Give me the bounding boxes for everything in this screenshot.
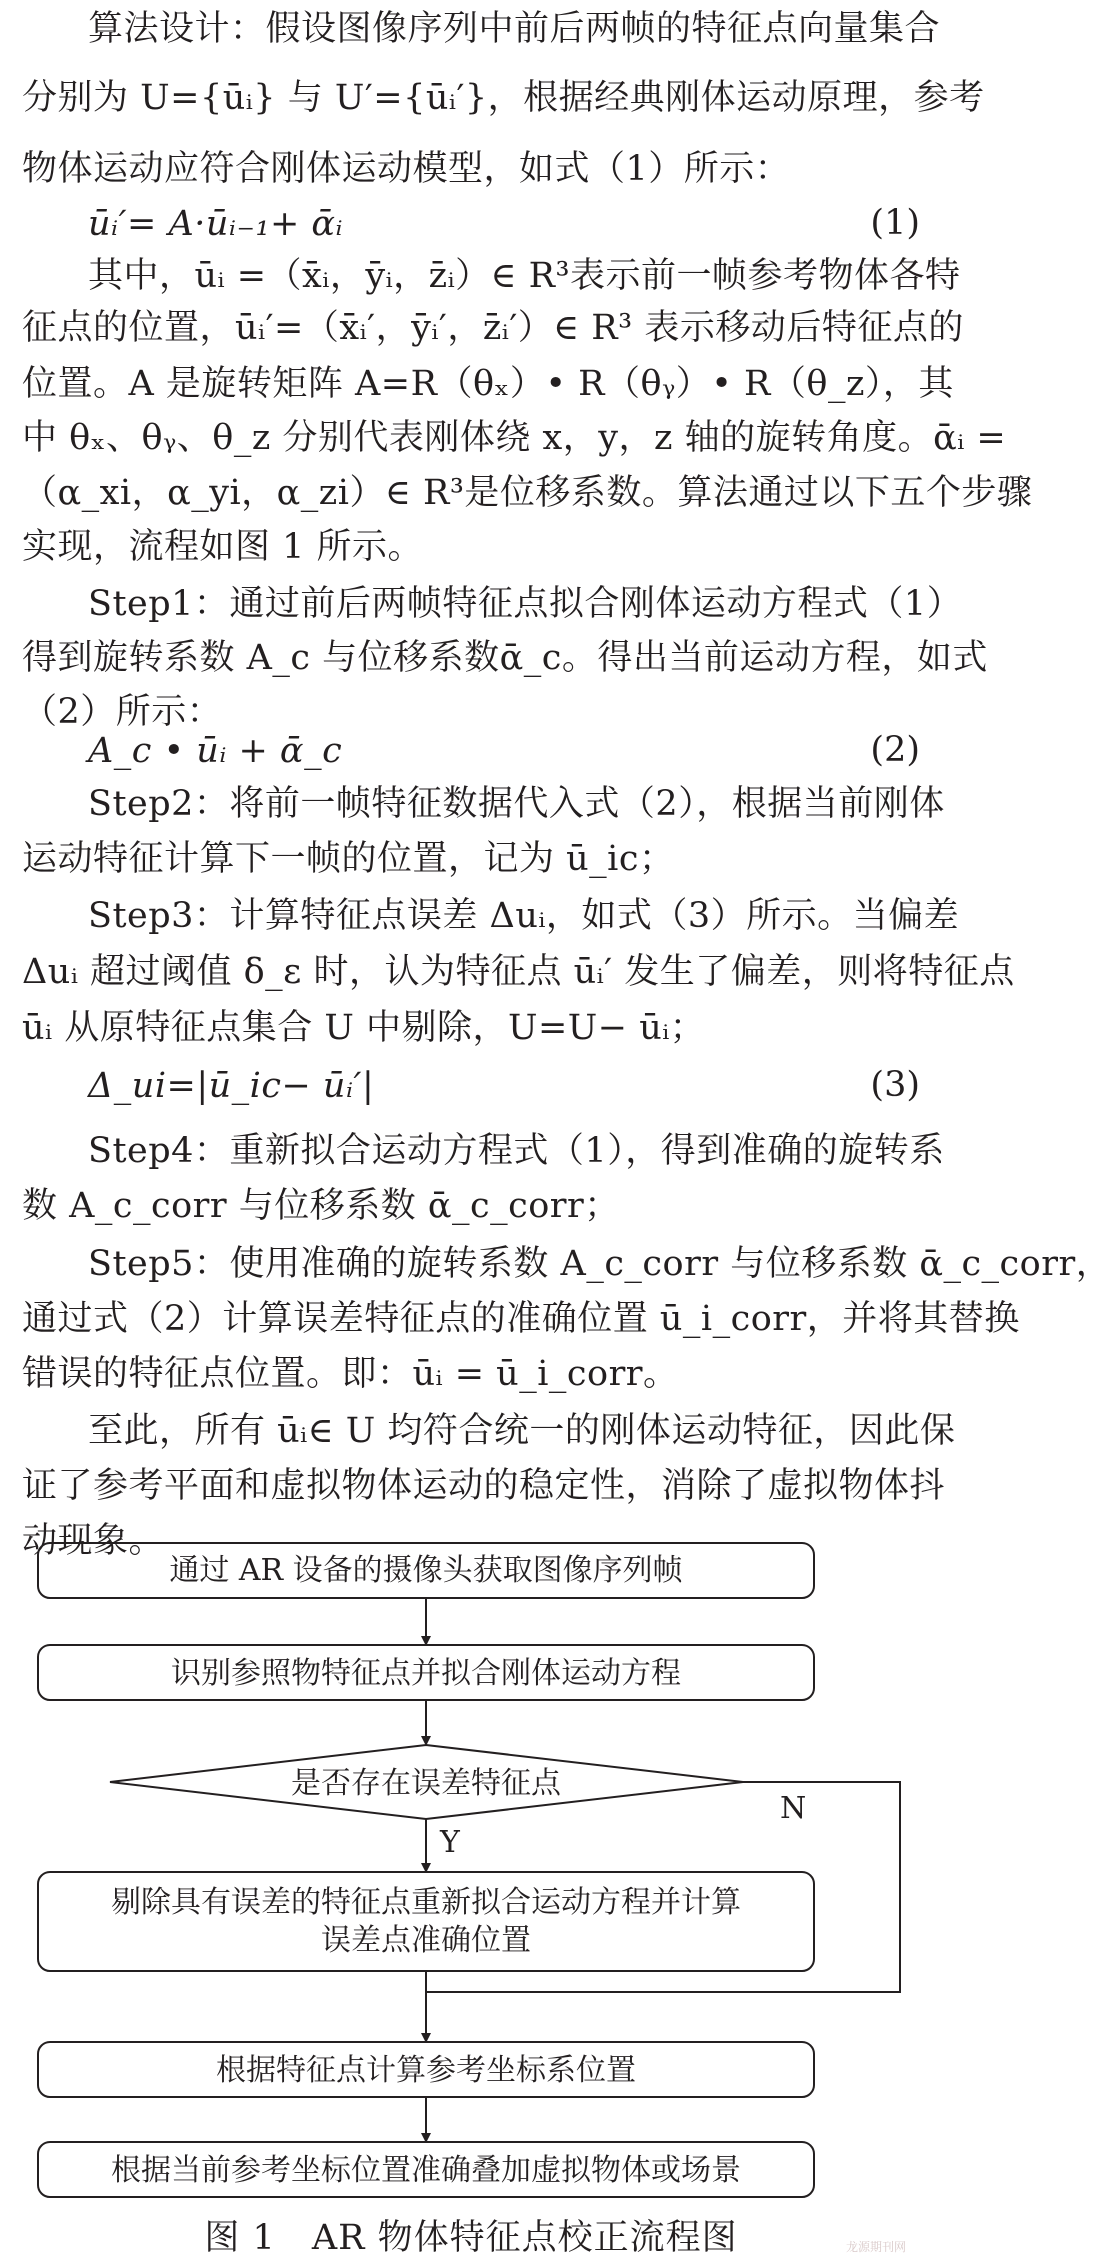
para-line: （2）所示： xyxy=(22,692,223,732)
figure-caption: 图 1 AR 物体特征点校正流程图 xyxy=(204,2218,738,2258)
para-line: 数 A_c_corr 与位移系数 ᾱ_c_corr； xyxy=(22,1186,620,1226)
para-line: （α_xi，α_yi，α_zi）∈ R³是位移系数。算法通过以下五个步骤 xyxy=(22,473,1033,513)
para-line: 错误的特征点位置。即：ūᵢ = ū_i_corr。 xyxy=(22,1354,679,1394)
watermark: 龙源期刊网 xyxy=(845,2240,906,2254)
para-line: Step4：重新拟合运动方程式（1），得到准确的旋转系 xyxy=(88,1131,945,1171)
flow-box-5-label: 根据当前参考坐标位置准确叠加虚拟物体或场景 xyxy=(111,2153,741,2188)
para-line: Step2：将前一帧特征数据代入式（2），根据当前刚体 xyxy=(88,784,945,824)
flow-box-4-label: 根据特征点计算参考坐标系位置 xyxy=(216,2053,636,2088)
flow-box-3-line1: 剔除具有误差的特征点重新拟合运动方程并计算 xyxy=(111,1885,741,1920)
para-line: 位置。A 是旋转矩阵 A=R（θₓ）• R（θᵧ）• R（θ_z），其 xyxy=(22,364,954,404)
para-line: ūᵢ 从原特征点集合 U 中剔除，U=U− ūᵢ； xyxy=(22,1008,706,1048)
para-line: 征点的位置，ūᵢ′=（x̄ᵢ′，ȳᵢ′，z̄ᵢ′）∈ R³ 表示移动后特征点的 xyxy=(22,308,964,348)
flow-decision-label: 是否存在误差特征点 xyxy=(291,1766,561,1801)
equation-1: ūᵢ′= A·ūᵢ₋₁+ ᾱᵢ xyxy=(88,204,344,244)
equation-number-3: (3) xyxy=(870,1065,920,1105)
para-line: Δuᵢ 超过阈值 δ_ε 时，认为特征点 ūᵢ′ 发生了偏差，则将特征点 xyxy=(22,952,1015,992)
para-line: 其中，ūᵢ =（x̄ᵢ，ȳᵢ，z̄ᵢ）∈ R³表示前一帧参考物体各特 xyxy=(88,256,961,296)
para-line: 运动特征计算下一帧的位置，记为 ū_ic； xyxy=(22,839,675,879)
equation-2: A_c • ūᵢ + ᾱ_c xyxy=(88,731,343,771)
para-line: Step1：通过前后两帧特征点拟合刚体运动方程式（1） xyxy=(88,584,963,624)
para-line: 通过式（2）计算误差特征点的准确位置 ū_i_corr，并将其替换 xyxy=(22,1299,1020,1339)
equation-3: Δ_ui=|ū_ic− ūᵢ′| xyxy=(88,1066,375,1106)
yes-label: Y xyxy=(440,1825,460,1860)
no-label: N xyxy=(780,1791,807,1826)
flowchart xyxy=(0,1530,942,2262)
para-line: 分别为 U={ūᵢ} 与 U′={ūᵢ′}，根据经典刚体运动原理，参考 xyxy=(22,78,985,118)
para-line: 算法设计：假设图像序列中前后两帧的特征点向量集合 xyxy=(88,9,941,49)
para-line: 得到旋转系数 A_c 与位移系数ᾱ_c。得出当前运动方程，如式 xyxy=(22,638,988,678)
para-line: 中 θₓ、θᵧ、θ_z 分别代表刚体绕 x，y，z 轴的旋转角度。ᾱᵢ = xyxy=(22,418,1007,458)
equation-number-2: (2) xyxy=(870,730,920,770)
equation-number-1: (1) xyxy=(870,203,920,243)
flow-box-1-label: 通过 AR 设备的摄像头获取图像序列帧 xyxy=(169,1553,683,1588)
flow-box-3-line2: 误差点准确位置 xyxy=(321,1923,531,1958)
flow-box-2-label: 识别参照物特征点并拟合刚体运动方程 xyxy=(171,1656,681,1691)
para-line: 证了参考平面和虚拟物体运动的稳定性，消除了虚拟物体抖 xyxy=(22,1466,946,1506)
para-line: 动现象。 xyxy=(22,1521,165,1561)
para-line: 至此，所有 ūᵢ∈ U 均符合统一的刚体运动特征，因此保 xyxy=(88,1411,956,1451)
para-line: 物体运动应符合刚体运动模型，如式（1）所示： xyxy=(22,149,791,189)
para-line: 实现，流程如图 1 所示。 xyxy=(22,527,424,567)
para-line: Step3：计算特征点误差 Δuᵢ，如式（3）所示。当偏差 xyxy=(88,896,960,936)
para-line: Step5：使用准确的旋转系数 A_c_corr 与位移系数 ᾱ_c_corr， xyxy=(88,1244,1111,1284)
